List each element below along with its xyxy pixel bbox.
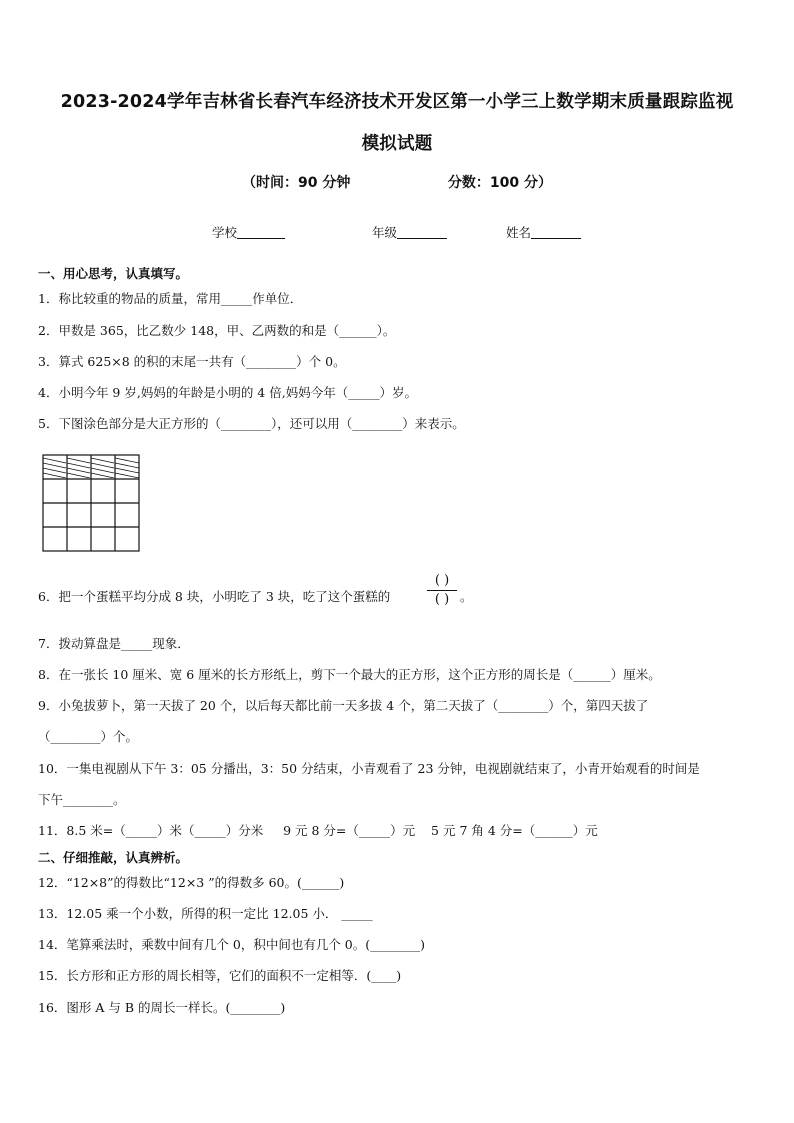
- school-label: 学校: [212, 225, 238, 240]
- fraction-blank: [426, 572, 458, 609]
- question-8: 8．在一张长 10 厘米、宽 6 厘米的长方形纸上，剪下一个最大的正方形，这个正方形的周长是（______）厘米。: [38, 667, 661, 682]
- question-9-line-2: （________）个。: [38, 729, 139, 744]
- exam-score: 分数：100 分）: [447, 175, 552, 191]
- name-label: 姓名: [506, 225, 532, 240]
- question-16: 16．图形 A 与 B 的周长一样长。(________): [38, 1000, 286, 1015]
- question-6-end: 。: [460, 589, 473, 604]
- question-1: 1．称比较重的物品的质量，常用_____作单位．: [38, 291, 303, 306]
- question-12: 12．“12×8”的得数比“12×3 ”的得数多 60。(______): [38, 875, 345, 890]
- question-14: 14．笔算乘法时，乘数中间有几个 0，积中间也有几个 0。(________): [38, 937, 426, 952]
- fraction-numerator: ( ): [434, 573, 450, 588]
- title-line-1: 2023-2024学年吉林省长春汽车经济技术开发区第一小学三上数学期末质量跟踪监视: [60, 92, 734, 112]
- question-10-line-1: 10．一集电视剧从下午 3：05 分播出，3：50 分结束，小青观看了 23 分钟，电视剧就结束了，小青开始观看的时间是: [38, 761, 700, 776]
- section-2-heading: 二、仔细推敲，认真辨析。: [38, 850, 189, 865]
- grade-blank: [397, 226, 447, 239]
- school-field: [212, 223, 285, 241]
- grade-field: [372, 223, 447, 241]
- question-3: 3．算式 625×8 的积的末尾一共有（________）个 0。: [38, 354, 346, 369]
- school-blank: [237, 226, 285, 239]
- question-2: 2．甲数是 365，比乙数少 148，甲、乙两数的和是（______）。: [38, 323, 396, 338]
- question-5: 5．下图涂色部分是大正方形的（________），还可以用（________）来表示。: [38, 416, 465, 431]
- exam-meta: [0, 172, 794, 192]
- square-grid-figure: [42, 454, 140, 552]
- question-10-line-2: 下午________。: [38, 792, 126, 807]
- question-6-text: 6．把一个蛋糕平均分成 8 块，小明吃了 3 块，吃了这个蛋糕的: [38, 589, 391, 604]
- question-13: 13．12.05 乘一个小数，所得的积一定比 12.05 小． _____: [38, 906, 373, 921]
- title-line-2: 模拟试题: [361, 134, 433, 154]
- exam-time: （时间：90 分钟: [242, 175, 351, 191]
- name-blank: [531, 226, 581, 239]
- question-6: [38, 589, 390, 605]
- name-field: [506, 223, 581, 241]
- question-7: 7．拨动算盘是_____现象．: [38, 636, 190, 651]
- question-9-line-1: 9．小兔拔萝卜，第一天拔了 20 个，以后每天都比前一天多拔 4 个，第二天拔了（________）个，第四天拔了: [38, 698, 649, 713]
- fraction-denominator: ( ): [434, 592, 450, 607]
- question-15: 15．长方形和正方形的周长相等，它们的面积不一定相等．(____): [38, 968, 402, 983]
- grade-label: 年级: [372, 225, 398, 240]
- section-1-heading: 一、用心思考，认真填写。: [38, 266, 189, 281]
- question-4: 4．小明今年 9 岁,妈妈的年龄是小明的 4 倍,妈妈今年（_____）岁。: [38, 385, 417, 400]
- question-11: 11．8.5 米=（_____）米（_____）分米 9 元 8 分=（_____）元 5 元 7 角 4 分=（______）元: [38, 823, 598, 838]
